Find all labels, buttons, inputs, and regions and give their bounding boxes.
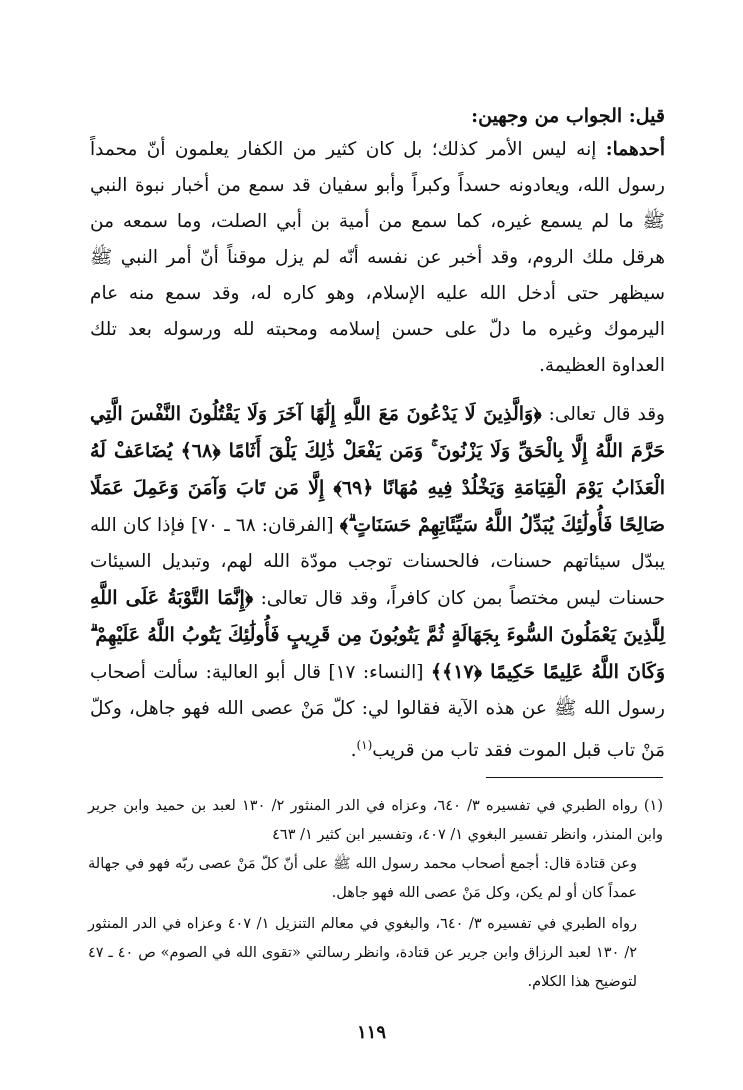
footnote-marker: (١) (356, 738, 373, 752)
first-answer-text: إنه ليس الأمر كذلك؛ بل كان كثير من الكفار يعلمون أنّ محمداً رسول الله، ويعادونه حسداً وكبراً وأبو سفيان قد سمع من أخبار نبوة النبي ﷺ ما لم يسمع غيره، كما سمع من أمية بن أبي الصلت، وما سمعه من هرقل ملك الروم، وقد أخبر عن نفسه أنّه لم يزل موقناً أنّ أمر النبي ﷺ سيظهر حتى أدخل الله عليه الإسلام، وهو كاره له، وقد سمع منه عام اليرموك وغيره ما دلّ على حسن إسلامه ومحبته لله ورسوله بعد تلك العداوة العظيمة. (90, 139, 665, 376)
verse-ref-furqan: [الفرقان: ٦٨ ـ ٧٠] (191, 515, 334, 536)
verse-ref-nisa: [النساء: ١٧] (328, 662, 424, 683)
footnote-divider (486, 777, 663, 778)
final-period: . (350, 740, 357, 762)
page-number: ١١٩ (356, 1022, 386, 1043)
footnote-1-qatada: وعن قتادة قال: أجمع أصحاب محمد رسول الله ﷺ على أنّ كلّ مَنْ عصى ربّه فهو في جهالة عمداً كان أو لم يكن، وكل مَنْ عصى الله فهو جاهل. (88, 856, 637, 901)
second-paragraph (90, 396, 665, 769)
quran-verse-furqan: ﴿وَالَّذِينَ لَا يَدْعُونَ مَعَ اللَّهِ إِلَٰهًا آخَرَ وَلَا يَقْتُلُونَ النَّفْسَ الَّتِي حَرَّمَ اللَّهُ إِلَّا بِالْحَقِّ وَلَا يَزْنُونَ ۚ وَمَن يَفْعَلْ ذَٰلِكَ يَلْقَ أَثَامًا ﴿٦٨﴾ يُضَاعَفْ لَهُ الْعَذَابُ يَوْمَ الْقِيَامَةِ وَيَخْلُدْ فِيهِ مُهَانًا ﴿٦٩﴾ إِلَّا مَن تَابَ وَآمَنَ وَعَمِلَ عَمَلًا صَالِحًا فَأُولَٰئِكَ يُبَدِّلُ اللَّهُ سَيِّئَاتِهِمْ حَسَنَاتٍ ۗ﴾ (90, 403, 665, 536)
footnote-1-sources: رواه الطبري في تفسيره ٣/ ٦٤٠، والبغوي في معالم التنزيل ١/ ٤٠٧ وعزاه في الدر المنثور ٢/ ١٣٠ لعبد الرزاق وابن جرير عن قتادة، وانظر رسالتي «تقوى الله في الصوم» ص ٤٠ ـ ٤٧ لتوضيح هذا الكلام. (88, 916, 638, 990)
first-answer-label: أحدهما: (605, 139, 666, 160)
footnote-1: (١) رواه الطبري في تفسيره ٣/ ٦٤٠، وعزاه في الدر المنثور ٢/ ١٣٠ لعبد بن حميد وابن جرير وابن المنذر، وانظر تفسير البغوي ١/ ٤٠٧، وتفسير ابن كثير ١/ ٤٦٣ (88, 798, 663, 843)
answer-heading: قيل: الجواب من وجهين: (471, 105, 665, 127)
quran-verse-nisa: ﴿إِنَّمَا التَّوْبَةُ عَلَى اللَّهِ لِلَّذِينَ يَعْمَلُونَ السُّوءَ بِجَهَالَةٍ ثُمَّ يَتُوبُونَ مِن قَرِيبٍ فَأُولَٰئِكَ يَتُوبُ اللَّهُ عَلَيْهِمْ ۗ وَكَانَ اللَّهُ عَلِيمًا حَكِيمًا ﴿١٧﴾﴾ (90, 587, 665, 683)
abu-aliya-quote: قال أبو العالية: سألت أصحاب رسول الله ﷺ عن هذه الآية فقالوا لي: كلّ مَنْ عصى الله فهو جاهل، وكلّ مَنْ تاب قبل الموت فقد تاب من قريب (90, 662, 665, 762)
verse-intro-1: وقد قال تعالى: (548, 404, 665, 425)
commentary-text: فإذا كان الله يبدّل سيئاتهم حسنات، فالحسنات توجب مودّة الله لهم، وتبديل السيئات حسنات ليس مختصاً بمن كان كافراً، وقد قال تعالى: (90, 515, 666, 609)
footnotes (88, 792, 663, 997)
first-answer-paragraph (90, 132, 665, 384)
